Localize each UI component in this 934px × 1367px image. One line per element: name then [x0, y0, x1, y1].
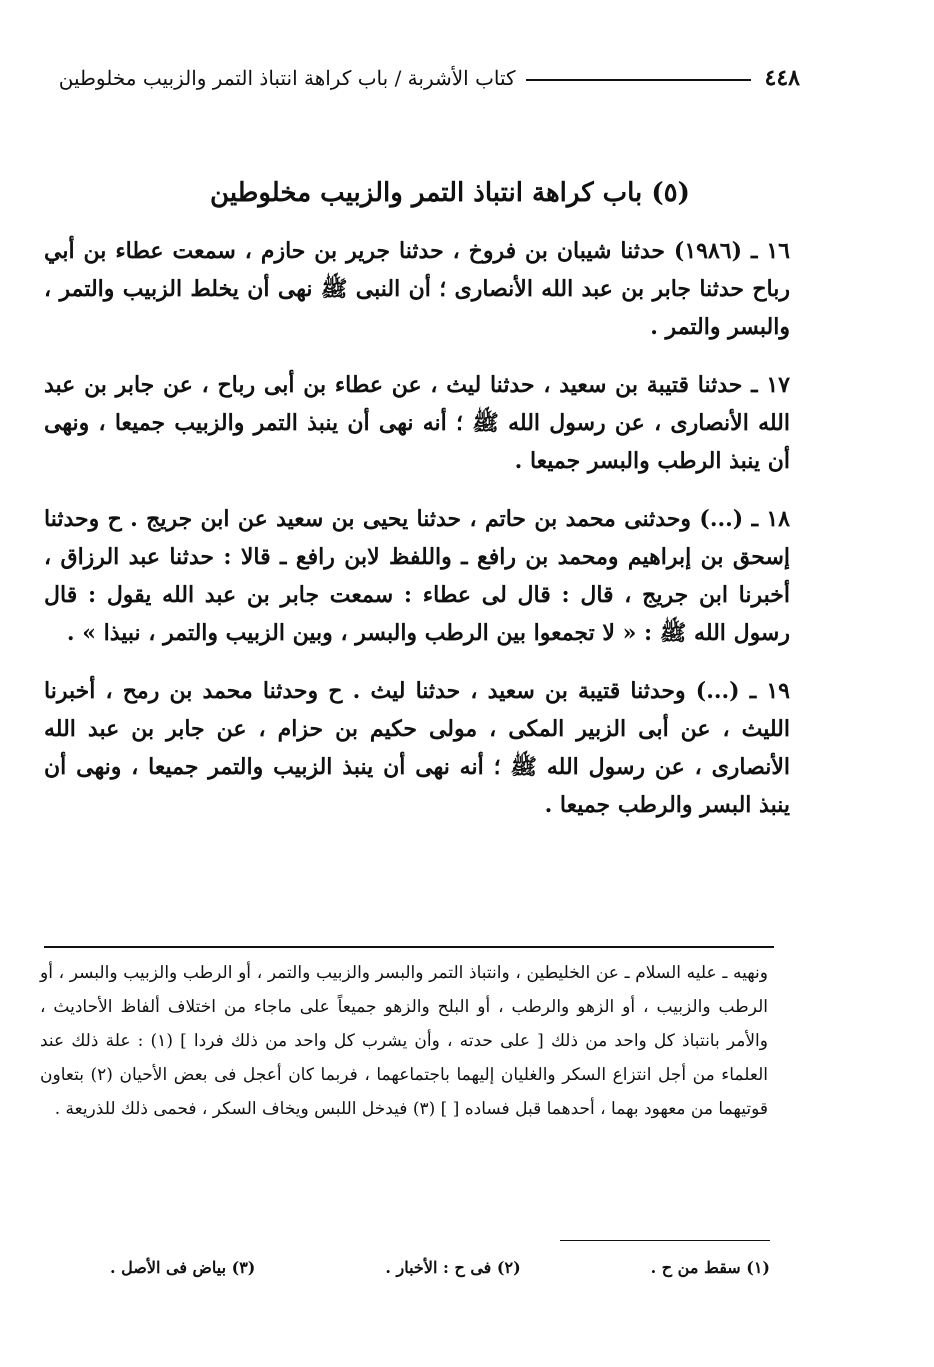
- hadith-number: ١٨ ـ: [751, 506, 790, 532]
- footnote-3: (٣) بياض فى الأصل .: [110, 1258, 256, 1277]
- hadith-18: [44, 500, 790, 652]
- hadith-number: ١٦ ـ: [750, 238, 790, 264]
- running-head: [40, 58, 800, 98]
- hadith-number: ١٧ ـ: [751, 372, 790, 398]
- header-rule: [526, 79, 751, 81]
- hadith-16: [44, 232, 790, 346]
- commentary-paragraph: ونهيه ـ عليه السلام ـ عن الخليطين ، وانتباذ التمر والبسر والزبيب والتمر ، أو الرطب والزبيب والبسر ، أو الرطب والزبيب ، أو الزهو والرطب ، أو البلح والزهو جميعاً على ماجاء من اختلاف ألفاظ الأحاديث ، والأمر بانتباذ كل واحد من ذلك [ على حدته ، وأن يشرب كل واحد من ذلك فردا ] (١) : علة ذلك عند العلماء من أجل انتزاع السكر والغليان إليهما باجتماعهما ، فربما كان أعجل فى بعض الأحيان (٢) بتعاون قوتيهما من معهود بهما ، أحدهما قبل فساده [ ] (٣) فيدخل اللبس ويخاف السكر ، فحمى ذلك للذريعة .: [40, 963, 768, 1119]
- running-head-title: كتاب الأشربة / باب كراهة انتباذ التمر والزبيب مخلوطين: [58, 66, 516, 90]
- hadith-text: (...) وحدثنا قتيبة بن سعيد ، حدثنا ليث . ح وحدثنا محمد بن رمح ، أخبرنا الليث ، عن أبى الزبير المكى ، مولى حكيم بن حزام ، عن جابر بن عبد الله الأنصارى ، عن رسول الله ﷺ ؛ أنه نهى أن ينبذ الزبيب والتمر جميعا ، ونهى أن ينبذ البسر والرطب جميعا .: [44, 678, 790, 818]
- footnote-1: (١) سقط من ح .: [650, 1258, 770, 1277]
- hadith-text: (١٩٨٦) حدثنا شيبان بن فروخ ، حدثنا جرير بن حازم ، سمعت عطاء بن أبي رباح حدثنا جابر بن عبد الله الأنصارى ؛ أن النبى ﷺ نهى أن يخلط الزبيب والتمر ، والبسر والتمر .: [44, 238, 790, 340]
- chapter-title: (٥) باب كراهة انتباذ التمر والزبيب مخلوطين: [210, 178, 690, 208]
- hadith-list: [44, 232, 790, 824]
- hadith-text: (...) وحدثنى محمد بن حاتم ، حدثنا يحيى بن سعيد عن ابن جريج . ح وحدثنا إسحق بن إبراهيم ومحمد بن رافع ـ واللفظ لابن رافع ـ قالا : حدثنا عبد الرزاق ، أخبرنا ابن جريج ، قال : قال لى عطاء : سمعت جابر بن عبد الله يقول : قال رسول الله ﷺ : « لا تجمعوا بين الرطب والبسر ، وبين الزبيب والتمر ، نبيذا » .: [44, 506, 790, 646]
- page-number: ٤٤٨: [764, 65, 800, 91]
- hadith-17: [44, 366, 790, 480]
- hadith-text: حدثنا قتيبة بن سعيد ، حدثنا ليث ، عن عطاء بن أبى رباح ، عن جابر بن عبد الله الأنصارى ، عن رسول الله ﷺ ؛ أنه نهى أن ينبذ التمر والزبيب جميعا ، ونهى أن ينبذ الرطب والبسر جميعا .: [44, 372, 790, 474]
- footnote-2: (٢) فى ح : الأخبار .: [385, 1258, 521, 1277]
- notes-divider: [560, 1240, 770, 1241]
- hadith-number: ١٩ ـ: [749, 678, 790, 704]
- hadith-19: [44, 672, 790, 824]
- footnotes: [110, 1258, 770, 1288]
- commentary-divider: [44, 946, 774, 948]
